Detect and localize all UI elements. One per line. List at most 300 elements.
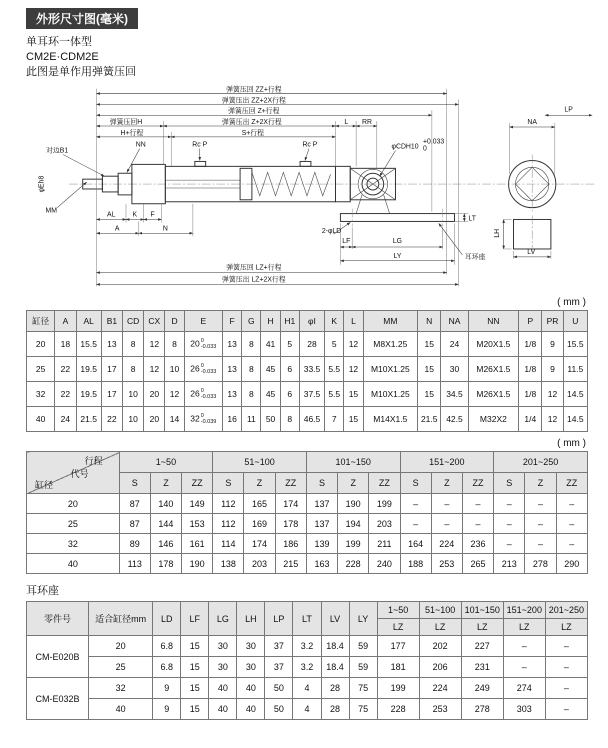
- table-cell: 28: [321, 678, 349, 699]
- table-cell: 211: [369, 534, 400, 554]
- table-cell: 274: [503, 678, 545, 699]
- cylinder-end-view: [509, 155, 556, 214]
- table-cell: –: [431, 494, 462, 514]
- table-cell: 45: [261, 382, 280, 407]
- table-cell: 8: [242, 382, 261, 407]
- table-cell: 174: [244, 534, 275, 554]
- table-cell: 12: [144, 332, 165, 357]
- table-cell: –: [545, 678, 587, 699]
- table-cell: 15: [418, 332, 441, 357]
- dimension-label: 0: [423, 145, 427, 153]
- table-row: [27, 534, 588, 554]
- code-header: ZZ: [462, 473, 493, 494]
- code-header: Z: [338, 473, 369, 494]
- code-header: ZZ: [182, 473, 213, 494]
- lz-header: LZ: [461, 619, 503, 636]
- dimension-label: NA: [527, 119, 537, 127]
- table-cell: 224: [431, 534, 462, 554]
- table-cell: 5.5: [325, 357, 344, 382]
- table-cell: 4: [293, 678, 321, 699]
- table-cell: 9: [542, 332, 563, 357]
- code-header: S: [213, 473, 244, 494]
- table-cell: 265: [462, 554, 493, 574]
- mount-type-label: 单耳环一体型: [26, 36, 92, 48]
- unit-label: ( mm ): [557, 438, 586, 449]
- lz-header: LZ: [419, 619, 461, 636]
- table-cell: 5.5: [325, 382, 344, 407]
- column-header: G: [242, 311, 261, 332]
- table-header-row: [27, 311, 588, 332]
- table-cell: 50: [265, 699, 293, 720]
- table-cell: 41: [261, 332, 280, 357]
- column-header: P: [519, 311, 542, 332]
- table-cell: 278: [461, 699, 503, 720]
- table-cell: –: [494, 514, 525, 534]
- dimension-value: 26: [190, 363, 200, 374]
- table-cell: –: [494, 534, 525, 554]
- table-cell: 19.5: [76, 382, 101, 407]
- table-cell: 206: [419, 657, 461, 678]
- table-cell: 228: [338, 554, 369, 574]
- table-cell: 290: [556, 554, 587, 574]
- dimension-label: NN: [135, 141, 146, 149]
- dimension-label: LF: [342, 238, 351, 246]
- column-header: AL: [76, 311, 101, 332]
- stroke-range-header: 51~100: [213, 452, 307, 473]
- table-cell: 181: [377, 657, 419, 678]
- table-cell: 213: [494, 554, 525, 574]
- dimension-label: Rc P: [302, 141, 318, 149]
- table-cell: 75: [349, 678, 377, 699]
- table-cell: 3.2: [293, 657, 321, 678]
- column-header: B1: [101, 311, 122, 332]
- table-cell: 37: [265, 636, 293, 657]
- part-number-cell: CM-E020B: [27, 636, 89, 678]
- table-corner-cell: [27, 452, 120, 494]
- column-header: 缸径: [27, 311, 55, 332]
- table-cell: 9: [153, 699, 181, 720]
- table-cell: 3.2: [293, 636, 321, 657]
- table-cell: –: [431, 514, 462, 534]
- dimension-drawing-container: [6, 82, 604, 294]
- table-cell: 139: [306, 534, 337, 554]
- table-cell: 40: [209, 699, 237, 720]
- table-cell: 9: [153, 678, 181, 699]
- unit-label: ( mm ): [557, 297, 586, 308]
- table-cell: 113: [119, 554, 150, 574]
- table-cell: 278: [525, 554, 556, 574]
- table-cell: 15: [181, 678, 209, 699]
- table-cell: [184, 407, 222, 432]
- table-row: [27, 357, 588, 382]
- dimension-value: 20: [190, 338, 200, 349]
- table-row: [27, 554, 588, 574]
- table-cell: 240: [369, 554, 400, 574]
- table-cell: 42.5: [441, 407, 468, 432]
- stroke-range-header: 101~150: [461, 602, 503, 619]
- table-row: [27, 514, 588, 534]
- table-cell: 215: [275, 554, 306, 574]
- dimension-label: S+行程: [241, 129, 265, 137]
- table-cell: M26X1.5: [468, 357, 519, 382]
- code-header: ZZ: [275, 473, 306, 494]
- column-header: PR: [542, 311, 563, 332]
- dimension-label: 耳环座: [464, 253, 486, 261]
- table-cell: –: [400, 494, 431, 514]
- table-cell: 9: [542, 357, 563, 382]
- dimension-label: LG: [392, 238, 403, 246]
- drawing-note-label: 此图是单作用弹簧压回: [26, 66, 136, 78]
- table-cell: 24: [55, 407, 76, 432]
- column-header: 适合缸径mm: [89, 602, 153, 636]
- table-cell: 13: [101, 332, 122, 357]
- column-header: N: [418, 311, 441, 332]
- table-row: [27, 699, 588, 720]
- table-cell: 30: [441, 357, 468, 382]
- table-cell: M10X1.25: [363, 382, 418, 407]
- bore-cell: 20: [89, 636, 153, 657]
- column-header: E: [184, 311, 222, 332]
- bore-cell: 40: [89, 699, 153, 720]
- table-cell: 5: [325, 332, 344, 357]
- dimension-label: 弹簧压出 Z+2X行程: [221, 119, 282, 127]
- table-cell: 21.5: [418, 407, 441, 432]
- table-cell: [184, 382, 222, 407]
- table-cell: 153: [182, 514, 213, 534]
- table-cell: 199: [369, 494, 400, 514]
- table-cell: 45: [261, 357, 280, 382]
- table-cell: 40: [27, 407, 55, 432]
- table-row: [27, 494, 588, 514]
- bore-cell: 20: [27, 494, 120, 514]
- table-cell: 13: [223, 382, 242, 407]
- table-cell: 30: [209, 636, 237, 657]
- bore-cell: 25: [27, 514, 120, 534]
- table-cell: 137: [306, 514, 337, 534]
- table-cell: 228: [377, 699, 419, 720]
- lz-header: LZ: [545, 619, 587, 636]
- table-cell: 17: [101, 357, 122, 382]
- table-cell: M14X1.5: [363, 407, 418, 432]
- table-cell: 6.8: [153, 636, 181, 657]
- table-cell: 227: [461, 636, 503, 657]
- table-cell: 20: [144, 407, 165, 432]
- table-cell: 1/8: [519, 332, 542, 357]
- table-cell: 199: [377, 678, 419, 699]
- lz-header: LZ: [377, 619, 419, 636]
- table-cell: 146: [150, 534, 181, 554]
- table-cell: 8: [165, 332, 184, 357]
- dimension-value: 26: [190, 388, 200, 399]
- code-header: S: [306, 473, 337, 494]
- dimensions-table: [26, 310, 588, 432]
- table-cell: 231: [461, 657, 503, 678]
- table-cell: 13: [223, 357, 242, 382]
- column-header: D: [165, 311, 184, 332]
- dimension-label: K: [132, 211, 138, 219]
- table-cell: 11.5: [563, 357, 587, 382]
- stroke-table: [26, 451, 588, 574]
- dimension-label: 弹簧压回H: [109, 119, 143, 127]
- table-cell: 22: [55, 382, 76, 407]
- stroke-range-header: 101~150: [306, 452, 400, 473]
- table-cell: 30: [237, 636, 265, 657]
- table-cell: 249: [461, 678, 503, 699]
- table-cell: 8: [242, 357, 261, 382]
- table-cell: 178: [275, 514, 306, 534]
- table-cell: 140: [150, 494, 181, 514]
- dimension-label: AL: [107, 211, 116, 219]
- table-cell: 18.4: [321, 657, 349, 678]
- table-cell: 15: [344, 407, 363, 432]
- table-cell: 25: [27, 357, 55, 382]
- table-cell: 1/8: [519, 382, 542, 407]
- table-cell: –: [400, 514, 431, 534]
- table-cell: 15.5: [563, 332, 587, 357]
- cylinder-side-view: [69, 161, 596, 226]
- code-header: S: [400, 473, 431, 494]
- table-cell: 163: [306, 554, 337, 574]
- column-header: H: [261, 311, 280, 332]
- dimension-label: Rc P: [192, 141, 208, 149]
- table-cell: 12: [144, 357, 165, 382]
- table-cell: 12: [344, 332, 363, 357]
- table-cell: –: [545, 699, 587, 720]
- code-header: Z: [431, 473, 462, 494]
- table-cell: 6: [280, 382, 299, 407]
- table-header-row: [27, 602, 588, 619]
- table-cell: 1/8: [519, 357, 542, 382]
- column-header: K: [325, 311, 344, 332]
- table-cell: 59: [349, 636, 377, 657]
- table-cell: 11: [242, 407, 261, 432]
- dimension-label: N: [162, 225, 168, 233]
- table-cell: 46.5: [299, 407, 324, 432]
- dimension-label: LV: [527, 248, 536, 256]
- dimension-value: 32: [190, 413, 200, 424]
- table-cell: 18: [55, 332, 76, 357]
- table-cell: 40: [209, 678, 237, 699]
- eyebracket-table: [26, 601, 588, 720]
- table-cell: 190: [182, 554, 213, 574]
- corner-label-bore: 缸径: [35, 480, 54, 490]
- table-cell: 15.5: [76, 332, 101, 357]
- table-cell: 15: [181, 699, 209, 720]
- dimension-label: 弹簧压出 LZ+2X行程: [222, 276, 286, 284]
- table-cell: M32X2: [468, 407, 519, 432]
- column-header: φI: [299, 311, 324, 332]
- table-cell: –: [525, 494, 556, 514]
- table-cell: 8: [280, 407, 299, 432]
- table-cell: 174: [275, 494, 306, 514]
- table-cell: 161: [182, 534, 213, 554]
- code-header: ZZ: [556, 473, 587, 494]
- dimension-label: H+行程: [120, 129, 144, 137]
- table-cell: 87: [119, 514, 150, 534]
- table-cell: 112: [213, 494, 244, 514]
- dimension-label: LT: [468, 215, 476, 223]
- column-header: H1: [280, 311, 299, 332]
- dimension-label: MM: [45, 207, 57, 215]
- table-cell: 18.4: [321, 636, 349, 657]
- table-cell: 28: [321, 699, 349, 720]
- bore-cell: 32: [27, 534, 120, 554]
- table-cell: 12: [165, 382, 184, 407]
- table-cell: 253: [419, 699, 461, 720]
- table-cell: 253: [431, 554, 462, 574]
- tolerance: 0 -0.033: [200, 362, 217, 375]
- table-cell: 303: [503, 699, 545, 720]
- table-cell: 50: [265, 678, 293, 699]
- table-row: [27, 678, 588, 699]
- column-header: CD: [123, 311, 144, 332]
- eye-bracket-end-view: [514, 216, 551, 253]
- stroke-range-header: 1~50: [377, 602, 419, 619]
- table-cell: 202: [419, 636, 461, 657]
- dimension-label: 弹簧压出 ZZ+2X行程: [221, 97, 286, 105]
- table-cell: 33.5: [299, 357, 324, 382]
- dimension-label: 弹簧压回 ZZ+行程: [226, 86, 282, 94]
- table-cell: 15: [181, 657, 209, 678]
- dimension-label: A: [114, 225, 120, 233]
- table-cell: 8: [123, 332, 144, 357]
- column-header: LY: [349, 602, 377, 636]
- table-cell: M20X1.5: [468, 332, 519, 357]
- table-cell: –: [525, 514, 556, 534]
- table-cell: 15: [418, 357, 441, 382]
- table-cell: 10: [123, 382, 144, 407]
- table-cell: 137: [306, 494, 337, 514]
- table-cell: 17: [101, 382, 122, 407]
- table-cell: –: [503, 657, 545, 678]
- table-cell: –: [462, 494, 493, 514]
- tolerance: 0 -0.033: [200, 387, 217, 400]
- dimension-label: 弹簧压回 LZ+行程: [226, 264, 282, 272]
- column-header: LP: [265, 602, 293, 636]
- table-cell: 22: [101, 407, 122, 432]
- column-header: NA: [441, 311, 468, 332]
- table-cell: 164: [400, 534, 431, 554]
- table-cell: 32: [27, 382, 55, 407]
- stroke-range-header: 151~200: [400, 452, 494, 473]
- dimension-label: LH: [493, 228, 501, 238]
- table-cell: 75: [349, 699, 377, 720]
- table-cell: 1/4: [519, 407, 542, 432]
- table-row: [27, 636, 588, 657]
- table-cell: –: [556, 534, 587, 554]
- dimension-label: 对边B1: [46, 147, 69, 155]
- code-header: S: [119, 473, 150, 494]
- table-cell: 30: [209, 657, 237, 678]
- table-cell: 4: [293, 699, 321, 720]
- table-cell: 30: [237, 657, 265, 678]
- bore-cell: 32: [89, 678, 153, 699]
- table-cell: 24: [441, 332, 468, 357]
- dimension-label: LY: [393, 252, 402, 260]
- table-cell: 37.5: [299, 382, 324, 407]
- table-cell: M8X1.25: [363, 332, 418, 357]
- table-cell: 190: [338, 494, 369, 514]
- code-header: S: [494, 473, 525, 494]
- eyebracket-section-label: 耳环座: [26, 585, 59, 597]
- column-header: CX: [144, 311, 165, 332]
- table-cell: 236: [462, 534, 493, 554]
- table-header-row: [27, 452, 588, 473]
- table-cell: 87: [119, 494, 150, 514]
- table-cell: –: [462, 514, 493, 534]
- table-cell: 12: [344, 357, 363, 382]
- table-cell: 10: [165, 357, 184, 382]
- table-cell: [184, 332, 222, 357]
- table-cell: 15: [344, 382, 363, 407]
- table-cell: 149: [182, 494, 213, 514]
- dimension-label: φCDH10: [391, 143, 419, 151]
- dimension-label: RR: [361, 119, 372, 127]
- table-cell: –: [525, 534, 556, 554]
- dimension-label: F: [150, 211, 155, 219]
- table-cell: 22: [55, 357, 76, 382]
- column-header: F: [223, 311, 242, 332]
- column-header: LF: [181, 602, 209, 636]
- dimension-label: φEh8: [38, 175, 46, 193]
- column-header: NN: [468, 311, 519, 332]
- table-cell: 34.5: [441, 382, 468, 407]
- dimension-label: LP: [564, 106, 573, 114]
- stroke-range-header: 201~250: [494, 452, 588, 473]
- tolerance: 0 -0.039: [200, 412, 217, 425]
- table-cell: 224: [419, 678, 461, 699]
- table-cell: –: [556, 514, 587, 534]
- column-header: LV: [321, 602, 349, 636]
- code-header: Z: [525, 473, 556, 494]
- table-cell: 7: [325, 407, 344, 432]
- table-cell: –: [494, 494, 525, 514]
- table-cell: 14.5: [563, 407, 587, 432]
- stroke-range-header: 201~250: [545, 602, 587, 619]
- code-header: ZZ: [369, 473, 400, 494]
- table-cell: 19.5: [76, 357, 101, 382]
- model-series-label: CM2E·CDM2E: [26, 51, 99, 63]
- table-cell: 203: [244, 554, 275, 574]
- column-header: A: [55, 311, 76, 332]
- table-cell: 59: [349, 657, 377, 678]
- column-header: LG: [209, 602, 237, 636]
- table-cell: 12: [542, 382, 563, 407]
- dimension-drawing: [6, 82, 604, 294]
- table-row: [27, 657, 588, 678]
- table-cell: 112: [213, 514, 244, 534]
- table-cell: 14: [165, 407, 184, 432]
- table-cell: 8: [242, 332, 261, 357]
- table-cell: 21.5: [76, 407, 101, 432]
- stroke-range-header: 1~50: [119, 452, 213, 473]
- table-row: [27, 382, 588, 407]
- table-cell: 15: [181, 636, 209, 657]
- column-header: LD: [153, 602, 181, 636]
- table-cell: 186: [275, 534, 306, 554]
- table-cell: 5: [280, 332, 299, 357]
- table-cell: M10X1.25: [363, 357, 418, 382]
- column-header: MM: [363, 311, 418, 332]
- column-header: LH: [237, 602, 265, 636]
- code-header: Z: [150, 473, 181, 494]
- dimension-label: 弹簧压回 Z+行程: [228, 108, 280, 116]
- column-header: LT: [293, 602, 321, 636]
- table-cell: 8: [123, 357, 144, 382]
- table-cell: 6: [280, 357, 299, 382]
- table-cell: 89: [119, 534, 150, 554]
- table-row: [27, 407, 588, 432]
